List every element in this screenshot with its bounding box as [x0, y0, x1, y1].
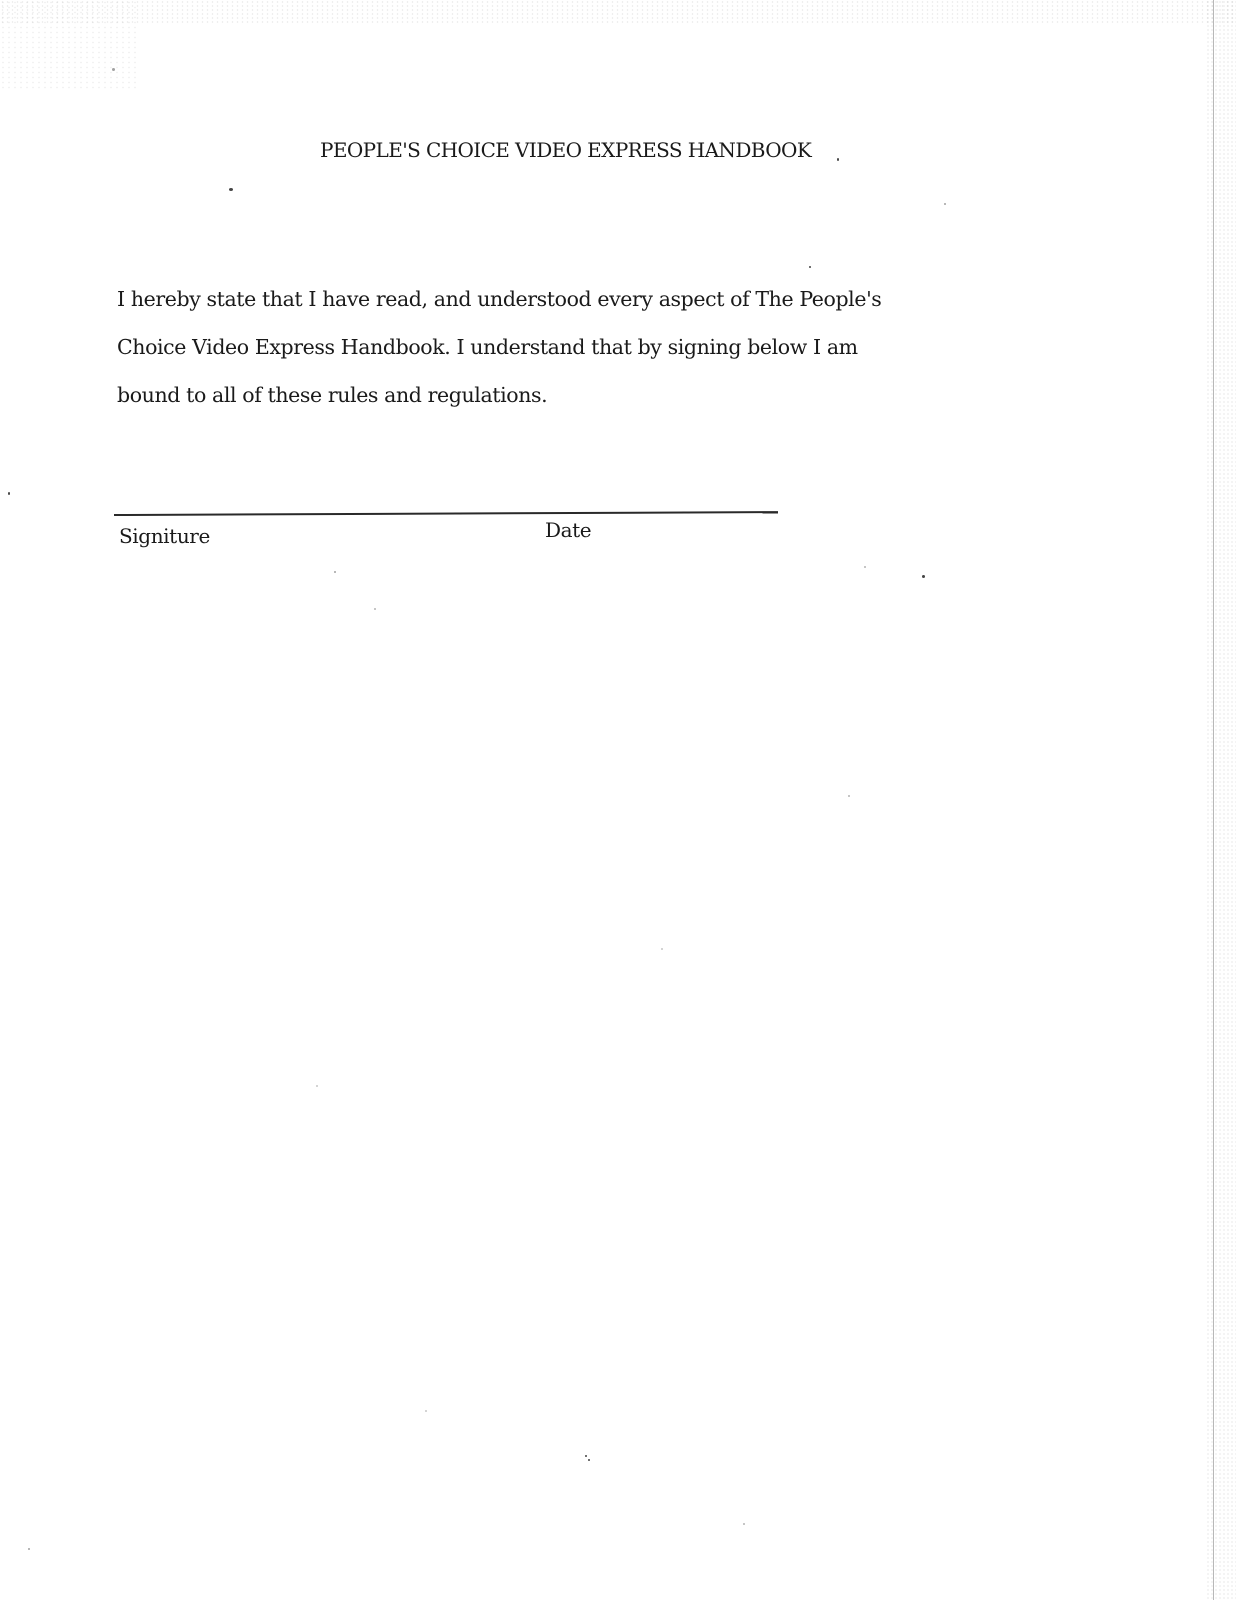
scan-speck: [661, 948, 663, 950]
date-label: Date: [545, 518, 592, 542]
acknowledgement-paragraph: [117, 275, 1037, 419]
paragraph-line-2: Choice Video Express Handbook. I understand that by signing below I am: [117, 335, 858, 359]
scan-speck: [28, 1548, 30, 1550]
scan-speck: [316, 1085, 318, 1087]
scan-speck: [588, 1459, 590, 1461]
scan-speck: [922, 575, 925, 578]
scan-speck: [944, 203, 946, 205]
scan-edge-line: [1213, 0, 1214, 1600]
scan-speck: [334, 571, 336, 573]
scan-speck: [809, 266, 811, 268]
scan-speck: [112, 68, 115, 71]
scan-speck: [425, 1410, 427, 1412]
paragraph-line-1: I hereby state that I have read, and understood every aspect of The People's: [117, 287, 882, 311]
scan-speck: [229, 188, 233, 191]
scan-speck: [8, 492, 10, 495]
document-title: PEOPLE'S CHOICE VIDEO EXPRESS HANDBOOK: [320, 138, 812, 162]
signature-label: Signiture: [119, 524, 210, 548]
scan-edge-corner: [0, 0, 140, 90]
scan-speck: [374, 608, 376, 610]
signature-line: [114, 511, 778, 516]
scan-speck: [848, 795, 850, 797]
scan-speck: [585, 1455, 587, 1457]
scan-edge-right: [1206, 0, 1236, 1600]
paragraph-line-3: bound to all of these rules and regulations.: [117, 383, 548, 407]
scan-speck: [743, 1523, 745, 1525]
scan-edge-top: [0, 0, 1236, 24]
scan-speck: [864, 566, 866, 568]
scan-speck: [837, 158, 839, 161]
